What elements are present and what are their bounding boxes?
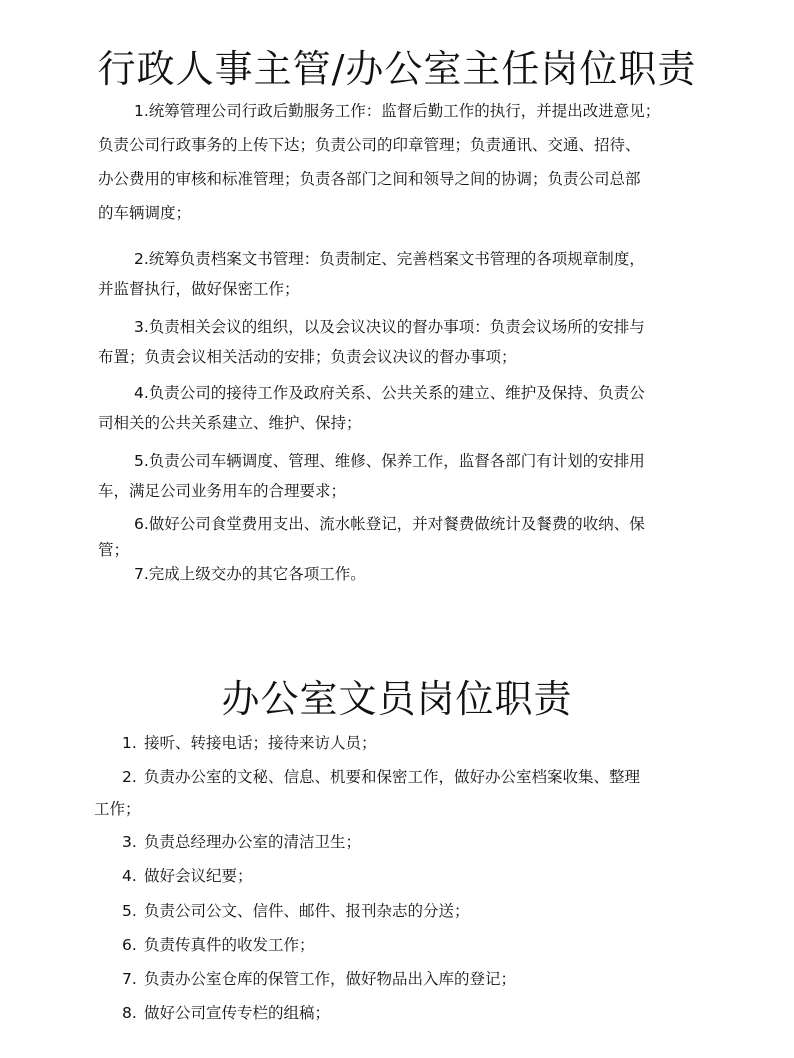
item-text: 做好会议纪要；	[144, 867, 253, 885]
duty-item-line: 5.负责公司车辆调度、管理、维修、保养工作，监督各部门有计划的安排用	[134, 452, 645, 470]
duty-item	[94, 963, 694, 995]
duty-item-line: 1.统筹管理公司行政后勤服务工作：监督后勤工作的执行，并提出改进意见；	[134, 102, 661, 120]
item-text: 负责传真件的收发工作；	[144, 936, 315, 954]
duty-item-line: 车，满足公司业务用车的合理要求；	[98, 482, 347, 500]
duty-item-line: 并监督执行，做好保密工作；	[98, 280, 300, 298]
duty-item	[94, 997, 694, 1029]
item-number: 1.	[122, 734, 137, 752]
duty-item	[98, 312, 696, 372]
item-text: 负责总经理办公室的清洁卫生；	[144, 833, 362, 851]
duty-item	[94, 929, 694, 961]
duty-item	[94, 826, 694, 858]
section2-title: 办公室文员岗位职责	[221, 677, 573, 721]
duty-item-line: 3.负责相关会议的组织，以及会议决议的督办事项：负责会议场所的安排与	[134, 318, 645, 336]
item-text-continuation: 工作；	[94, 800, 141, 818]
duty-item	[98, 378, 696, 438]
item-number: 7.	[122, 970, 137, 988]
item-text: 接听、转接电话；接待来访人员；	[144, 734, 377, 752]
duty-item	[98, 446, 696, 506]
item-text: 负责公司公文、信件、邮件、报刊杂志的分送；	[144, 902, 470, 920]
item-number: 5.	[122, 902, 137, 920]
item-number: 2.	[122, 768, 137, 786]
duty-item-line: 2.统筹负责档案文书管理：负责制定、完善档案文书管理的各项规章制度，	[134, 250, 645, 268]
duty-item	[98, 559, 696, 589]
duty-item-line: 6.做好公司食堂费用支出、流水帐登记，并对餐费做统计及餐费的收纳、保	[134, 515, 645, 533]
duty-item-line: 管；	[98, 541, 130, 559]
duty-item-line: 的车辆调度；	[98, 204, 192, 222]
duty-item	[94, 727, 694, 759]
duty-item-line: 布置；负责会议相关活动的安排；负责会议决议的督办事项；	[98, 348, 517, 366]
duty-item	[94, 860, 694, 892]
duty-item	[94, 895, 694, 927]
item-number: 6.	[122, 936, 137, 954]
duty-item	[98, 511, 696, 563]
item-text: 做好公司宣传专栏的组稿；	[144, 1004, 331, 1022]
duty-item-line: 7.完成上级交办的其它各项工作。	[134, 565, 366, 583]
item-number: 8.	[122, 1004, 137, 1022]
duty-item	[98, 244, 696, 304]
item-text: 负责办公室仓库的保管工作，做好物品出入库的登记；	[144, 970, 517, 988]
duty-item	[94, 761, 694, 825]
duty-item-line: 办公费用的审核和标准管理；负责各部门之间和领导之间的协调；负责公司总部	[98, 170, 641, 188]
item-number: 4.	[122, 867, 137, 885]
duty-item-line: 4.负责公司的接待工作及政府关系、公共关系的建立、维护及保持、负责公	[134, 384, 645, 402]
section1-title: 行政人事主管/办公室主任岗位职责	[97, 47, 697, 91]
duty-item	[98, 94, 696, 230]
duty-item-line: 负责公司行政事务的上传下达；负责公司的印章管理；负责通讯、交通、招待、	[98, 136, 641, 154]
item-text: 负责办公室的文秘、信息、机要和保密工作，做好办公室档案收集、整理	[144, 768, 641, 786]
duty-item-line: 司相关的公共关系建立、维护、保持；	[98, 414, 362, 432]
item-number: 3.	[122, 833, 137, 851]
